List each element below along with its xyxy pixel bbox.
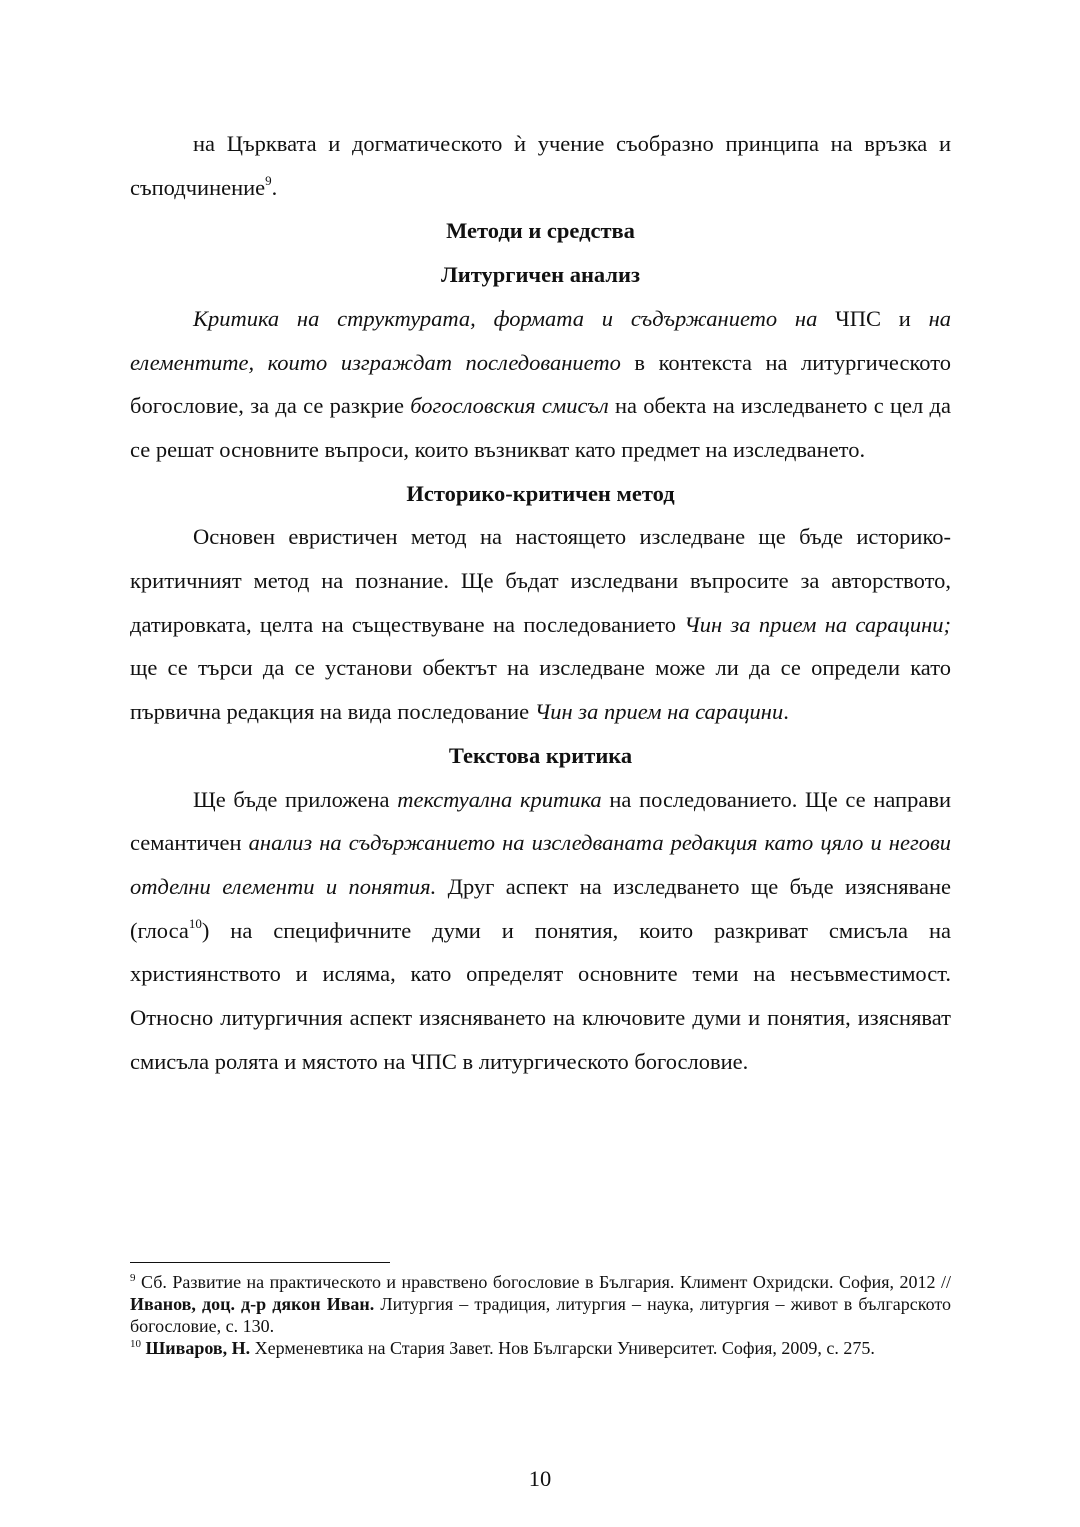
italic-span: богословския смисъл — [410, 393, 609, 419]
body-text — [130, 122, 951, 1083]
text-span: Друг аспект на изследването ще бъде изясняване (глоса — [130, 873, 951, 943]
text-span: на последованието. Ще се направи семантичен — [130, 786, 951, 856]
text-span: . — [783, 699, 789, 725]
footnote-9 — [130, 1271, 951, 1337]
text-span: в контекста на литургическото богословие, за да се разкрие — [130, 349, 951, 419]
italic-span: текстуална критика — [397, 786, 602, 812]
footnote-separator — [130, 1262, 390, 1263]
footnote-text: Литургия – традиция, литургия – наука, литургия – живот в българското богословие, с. 130. — [130, 1294, 951, 1336]
heading-methods: Методи и средства — [446, 218, 635, 244]
intro-paragraph — [130, 122, 951, 209]
intro-text: на Църквата и догматическото ѝ учение съобразно принципа на връзка и съподчинение — [130, 131, 951, 200]
footnote-ref-10[interactable]: 10 — [188, 915, 202, 931]
page-number: 10 — [528, 1466, 552, 1491]
italic-span: Чин за прием на сарацини; — [684, 611, 951, 637]
text-span: на обекта на изследването с цел да се решат основните въпроси, които възникват като предмет на изследването. — [130, 393, 951, 462]
text-span: ) на специфичните думи и понятия, които разкриват смисъла на християнството и исляма, като определят основните теми на несъвместимост. Относно литургичния аспект изясняването на ключовите думи и понятия, изясняват смисъла ролята и мястото на ЧПС в литургическото богословие. — [130, 917, 951, 1074]
text-span: Основен евристичен метод на настоящето изследване ще бъде историко-критичният метод на познание. Ще бъдат изследвани въпросите за авторството, датировката, целта на съществуване на последованието — [130, 524, 951, 637]
footnote-author: Иванов, доц. д-р дякон Иван. — [130, 1294, 375, 1314]
footnote-text: Херменевтика на Стария Завет. Нов Български Университет. София, 2009, с. 275. — [250, 1338, 875, 1358]
text-span: ЧПС и — [817, 305, 929, 331]
footnote-number: 9 — [130, 1272, 136, 1284]
intro-end: . — [271, 174, 278, 200]
heading-historical-critical-method: Историко-критичен метод — [406, 480, 675, 506]
text-span: Ще бъде приложена — [193, 786, 398, 812]
italic-span: Чин за прием на сарацини — [534, 699, 784, 725]
paragraph-liturgical-analysis — [130, 297, 951, 472]
footnote-10 — [130, 1337, 951, 1359]
italic-span: анализ на съдържанието на изследваната редакция като цяло и негови отделни елементи и понятия. — [130, 830, 952, 899]
footnote-author: Шиваров, Н. — [145, 1338, 251, 1358]
italic-span: на елементите, които изграждат последованието — [130, 305, 952, 375]
footnote-text: Сб. Развитие на практическото и нравствено богословие в България. Климент Охридски. София, 2012 // — [135, 1272, 951, 1292]
footnote-ref-9[interactable]: 9 — [265, 172, 272, 188]
paragraph-textual-criticism — [130, 778, 951, 1084]
heading-textual-criticism: Текстова критика — [448, 742, 633, 768]
italic-span: Критика на структурата, формата и съдържанието на — [193, 305, 818, 331]
footnote-number: 10 — [130, 1338, 141, 1350]
heading-liturgical-analysis: Литургичен анализ — [441, 262, 640, 288]
text-span: ще се търси да се установи обектът на изследване може ли да се определи като първична редакция на вида последование — [130, 655, 951, 725]
paragraph-historical-method — [130, 515, 951, 734]
